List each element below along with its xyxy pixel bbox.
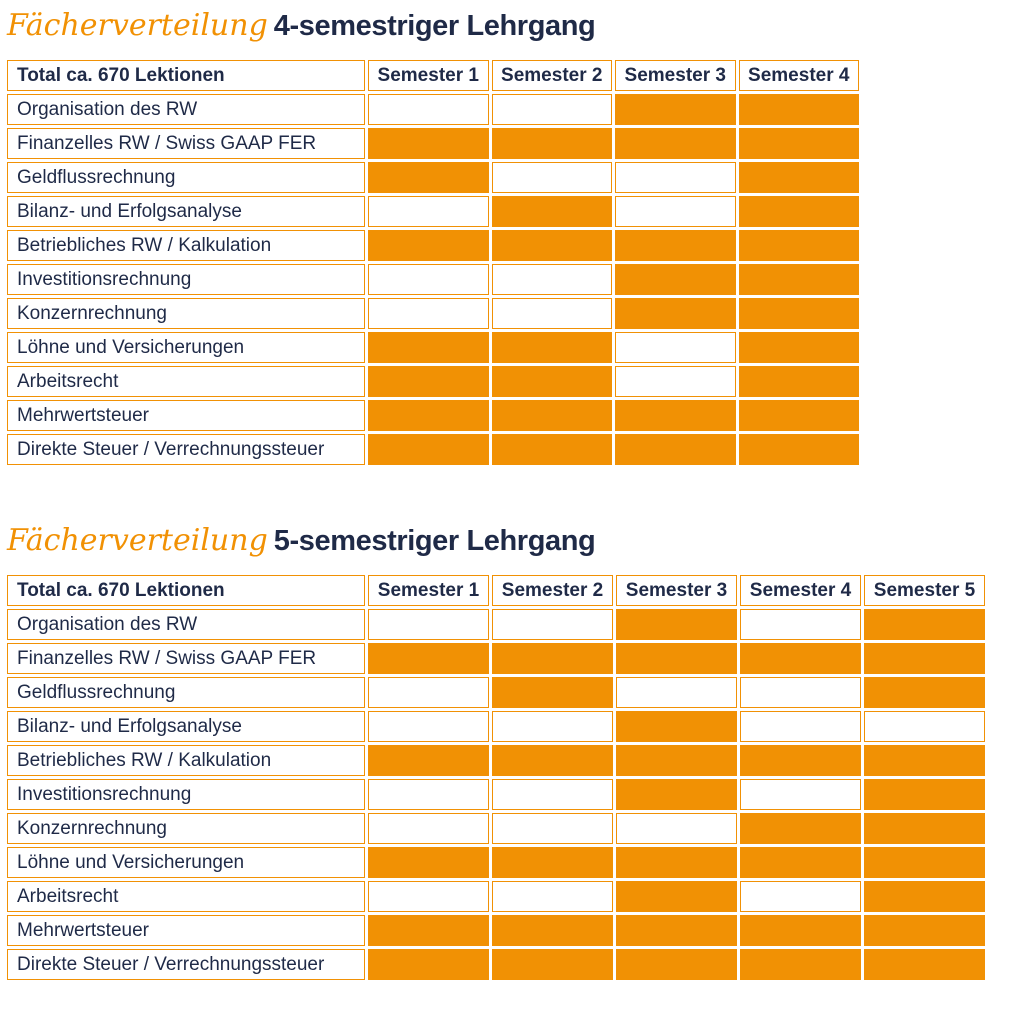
subject-row: [7, 94, 859, 125]
semester-cell-filled: [368, 162, 489, 193]
subject-label: Geldflussrechnung: [7, 162, 365, 193]
semester-cell-filled: [616, 915, 737, 946]
subject-row: [7, 400, 859, 431]
title-lehrgang-5: 5-semestriger Lehrgang: [273, 525, 596, 557]
semester-cell-filled: [368, 128, 489, 159]
semester-cell-filled: [864, 847, 985, 878]
header-semester-4: Semester 4: [740, 575, 861, 606]
semester-cell-filled: [739, 434, 860, 465]
semester-cell-empty: [615, 196, 736, 227]
semester-cell-filled: [740, 745, 861, 776]
semester-cell-empty: [368, 881, 489, 912]
semester-cell-filled: [492, 949, 613, 980]
semester-cell-filled: [615, 128, 736, 159]
subject-row: [7, 230, 859, 261]
semester-cell-filled: [492, 745, 613, 776]
semester-cell-filled: [740, 949, 861, 980]
semester-cell-empty: [492, 881, 613, 912]
semester-cell-filled: [864, 677, 985, 708]
header-semester-5: Semester 5: [864, 575, 985, 606]
header-semester-2: Semester 2: [492, 575, 613, 606]
semester-cell-empty: [492, 298, 613, 329]
semester-cell-filled: [368, 643, 489, 674]
title-faecherverteilung: Fächerverteilung: [7, 8, 268, 43]
subject-label: Löhne und Versicherungen: [7, 332, 365, 363]
semester-cell-filled: [492, 366, 613, 397]
semester-cell-empty: [740, 881, 861, 912]
semester-cell-filled: [368, 949, 489, 980]
semester-cell-filled: [492, 332, 613, 363]
semester-cell-empty: [740, 609, 861, 640]
semester-cell-filled: [615, 400, 736, 431]
semester-table-5: [4, 572, 988, 983]
semester-cell-filled: [492, 847, 613, 878]
subject-row: [7, 128, 859, 159]
semester-cell-filled: [864, 881, 985, 912]
subject-row: [7, 915, 985, 946]
semester-cell-filled: [368, 847, 489, 878]
semester-cell-filled: [616, 745, 737, 776]
header-total-lektionen: Total ca. 670 Lektionen: [7, 575, 365, 606]
semester-cell-filled: [492, 230, 613, 261]
semester-cell-filled: [739, 128, 860, 159]
semester-table-4: [4, 57, 862, 468]
subject-row: [7, 643, 985, 674]
semester-cell-empty: [615, 332, 736, 363]
semester-cell-filled: [740, 915, 861, 946]
semester-cell-empty: [740, 711, 861, 742]
semester-cell-empty: [492, 609, 613, 640]
semester-cell-filled: [492, 128, 613, 159]
semester-cell-empty: [368, 264, 489, 295]
semester-cell-empty: [368, 94, 489, 125]
subject-label: Finanzelles RW / Swiss GAAP FER: [7, 643, 365, 674]
semester-cell-filled: [368, 366, 489, 397]
header-semester-1: Semester 1: [368, 60, 489, 91]
semester-cell-filled: [492, 400, 613, 431]
semester-cell-empty: [615, 366, 736, 397]
subject-label: Direkte Steuer / Verrechnungssteuer: [7, 949, 365, 980]
section-title-4-semester: [7, 8, 1015, 44]
semester-cell-filled: [739, 230, 860, 261]
semester-cell-filled: [615, 434, 736, 465]
semester-cell-filled: [492, 196, 613, 227]
subject-row: [7, 745, 985, 776]
section-title-5-semester: [7, 523, 1015, 559]
semester-cell-empty: [616, 677, 737, 708]
subject-label: Betriebliches RW / Kalkulation: [7, 745, 365, 776]
semester-cell-filled: [864, 643, 985, 674]
subject-label: Konzernrechnung: [7, 298, 365, 329]
subject-label: Direkte Steuer / Verrechnungssteuer: [7, 434, 365, 465]
semester-cell-filled: [864, 779, 985, 810]
semester-cell-filled: [740, 847, 861, 878]
semester-cell-filled: [864, 745, 985, 776]
title-lehrgang-4: 4-semestriger Lehrgang: [273, 10, 596, 42]
semester-cell-filled: [615, 94, 736, 125]
table-header-row: [7, 575, 985, 606]
subject-row: [7, 366, 859, 397]
subject-row: [7, 434, 859, 465]
subject-label: Finanzelles RW / Swiss GAAP FER: [7, 128, 365, 159]
subject-label: Geldflussrechnung: [7, 677, 365, 708]
semester-cell-filled: [739, 400, 860, 431]
semester-cell-empty: [492, 162, 613, 193]
semester-cell-empty: [864, 711, 985, 742]
semester-cell-filled: [739, 332, 860, 363]
semester-cell-empty: [368, 298, 489, 329]
title-faecherverteilung: Fächerverteilung: [7, 523, 268, 558]
semester-cell-filled: [616, 847, 737, 878]
header-semester-2: Semester 2: [492, 60, 613, 91]
semester-cell-filled: [368, 915, 489, 946]
semester-cell-filled: [492, 643, 613, 674]
semester-cell-filled: [864, 949, 985, 980]
subject-label: Arbeitsrecht: [7, 366, 365, 397]
header-semester-3: Semester 3: [615, 60, 736, 91]
subject-label: Konzernrechnung: [7, 813, 365, 844]
semester-cell-empty: [492, 813, 613, 844]
semester-cell-filled: [740, 643, 861, 674]
semester-cell-filled: [492, 677, 613, 708]
subject-row: [7, 711, 985, 742]
semester-cell-filled: [616, 609, 737, 640]
semester-cell-filled: [740, 813, 861, 844]
semester-cell-filled: [616, 949, 737, 980]
subject-label: Bilanz- und Erfolgsanalyse: [7, 196, 365, 227]
subject-row: [7, 609, 985, 640]
subject-label: Löhne und Versicherungen: [7, 847, 365, 878]
semester-cell-filled: [368, 230, 489, 261]
semester-cell-filled: [368, 332, 489, 363]
semester-cell-empty: [368, 677, 489, 708]
semester-cell-filled: [368, 400, 489, 431]
semester-cell-empty: [368, 813, 489, 844]
semester-cell-filled: [739, 196, 860, 227]
semester-cell-filled: [492, 434, 613, 465]
semester-cell-filled: [616, 779, 737, 810]
semester-cell-filled: [615, 298, 736, 329]
semester-cell-empty: [368, 711, 489, 742]
semester-cell-empty: [615, 162, 736, 193]
subject-row: [7, 332, 859, 363]
subject-label: Organisation des RW: [7, 94, 365, 125]
semester-cell-filled: [864, 915, 985, 946]
subject-row: [7, 847, 985, 878]
semester-cell-filled: [492, 915, 613, 946]
semester-cell-filled: [739, 162, 860, 193]
subject-label: Arbeitsrecht: [7, 881, 365, 912]
subject-row: [7, 881, 985, 912]
semester-cell-filled: [864, 813, 985, 844]
section-5-semester: [4, 523, 1015, 983]
subject-row: [7, 298, 859, 329]
semester-cell-filled: [739, 298, 860, 329]
semester-cell-empty: [368, 779, 489, 810]
subject-label: Mehrwertsteuer: [7, 915, 365, 946]
header-semester-4: Semester 4: [739, 60, 860, 91]
subject-label: Investitionsrechnung: [7, 264, 365, 295]
subject-row: [7, 949, 985, 980]
header-total-lektionen: Total ca. 670 Lektionen: [7, 60, 365, 91]
semester-cell-filled: [368, 434, 489, 465]
semester-cell-empty: [492, 94, 613, 125]
semester-cell-filled: [739, 264, 860, 295]
subject-label: Mehrwertsteuer: [7, 400, 365, 431]
semester-cell-filled: [616, 881, 737, 912]
semester-cell-empty: [616, 813, 737, 844]
table-header-row: [7, 60, 859, 91]
semester-cell-empty: [368, 609, 489, 640]
header-semester-1: Semester 1: [368, 575, 489, 606]
semester-cell-empty: [368, 196, 489, 227]
subject-row: [7, 162, 859, 193]
semester-cell-filled: [616, 711, 737, 742]
semester-cell-filled: [739, 366, 860, 397]
semester-cell-empty: [740, 677, 861, 708]
section-4-semester: [4, 8, 1015, 468]
subject-row: [7, 779, 985, 810]
subject-row: [7, 813, 985, 844]
semester-cell-empty: [492, 779, 613, 810]
subject-label: Investitionsrechnung: [7, 779, 365, 810]
header-semester-3: Semester 3: [616, 575, 737, 606]
subject-label: Betriebliches RW / Kalkulation: [7, 230, 365, 261]
semester-cell-empty: [492, 264, 613, 295]
subject-row: [7, 196, 859, 227]
subject-label: Organisation des RW: [7, 609, 365, 640]
semester-cell-empty: [740, 779, 861, 810]
subject-label: Bilanz- und Erfolgsanalyse: [7, 711, 365, 742]
subject-row: [7, 677, 985, 708]
semester-cell-filled: [739, 94, 860, 125]
semester-cell-filled: [615, 264, 736, 295]
semester-cell-empty: [492, 711, 613, 742]
subject-row: [7, 264, 859, 295]
semester-cell-filled: [368, 745, 489, 776]
semester-cell-filled: [616, 643, 737, 674]
semester-cell-filled: [615, 230, 736, 261]
semester-cell-filled: [864, 609, 985, 640]
